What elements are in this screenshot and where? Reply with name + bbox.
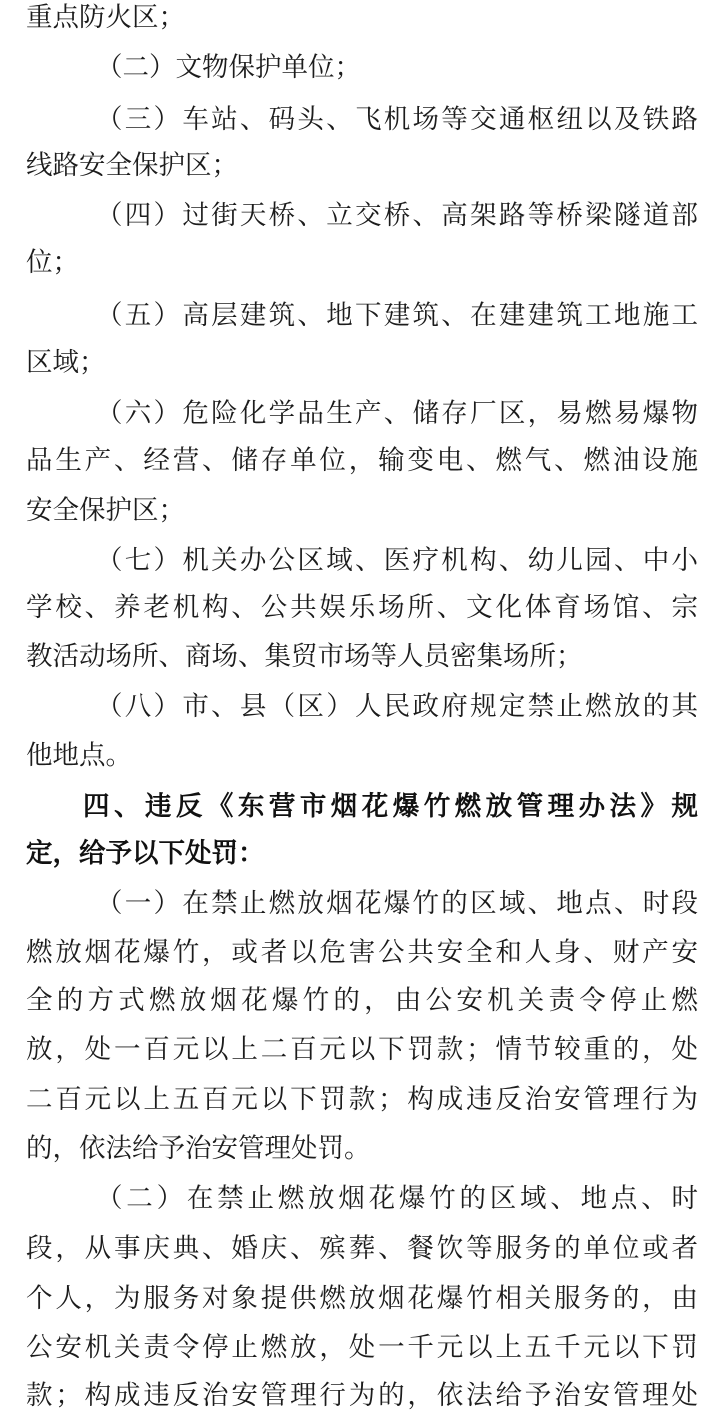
penalty-item-1-line-4: 放，处一百元以上二百元以下罚款；情节较重的，处 [26, 1034, 698, 1065]
zone-item-5-line-2: 区域； [26, 347, 106, 378]
zone-item-6-line-2: 品生产、经营、储存单位，输变电、燃气、燃油设施 [26, 445, 698, 476]
zone-item-7-line-2: 学校、养老机构、公共娱乐场所、文化体育场馆、宗 [26, 592, 698, 623]
penalty-item-2-line-5: 款；构成违反治安管理行为的，依法给予治安管理处 [26, 1380, 698, 1411]
zone-key-fire-area-line-1: 重点防火区； [26, 2, 185, 33]
penalty-item-2-line-3: 个人，为服务对象提供燃放烟花爆竹相关服务的，由 [26, 1283, 698, 1314]
zone-item-2-line-1: （二）文物保护单位； [96, 52, 361, 83]
zone-item-4-line-2: 位； [26, 247, 79, 278]
section-4-heading-line-2: 定，给予以下处罚： [26, 838, 265, 869]
zone-item-4-line-1: （四）过街天桥、立交桥、高架路等桥梁隧道部 [96, 200, 698, 231]
penalty-item-1-line-6: 的，依法给予治安管理处罚。 [26, 1133, 371, 1164]
penalty-item-1-line-5: 二百元以上五百元以下罚款；构成违反治安管理行为 [26, 1084, 698, 1115]
penalty-item-2-line-4: 公安机关责令停止燃放，处一千元以上五千元以下罚 [26, 1332, 698, 1363]
zone-item-3-line-2: 线路安全保护区； [26, 150, 238, 181]
section-4-heading-line-1: 四、违反《东营市烟花爆竹燃放管理办法》规 [83, 791, 698, 822]
penalty-item-2-line-1: （二）在禁止燃放烟花爆竹的区域、地点、时 [96, 1183, 698, 1214]
zone-item-7-line-3: 教活动场所、商场、集贸市场等人员密集场所； [26, 641, 583, 672]
zone-item-3-line-1: （三）车站、码头、飞机场等交通枢纽以及铁路 [96, 104, 698, 135]
zone-item-6-line-3: 安全保护区； [26, 495, 185, 526]
penalty-item-2-line-2: 段，从事庆典、婚庆、殡葬、餐饮等服务的单位或者 [26, 1233, 698, 1264]
zone-item-5-line-1: （五）高层建筑、地下建筑、在建建筑工地施工 [96, 300, 698, 331]
penalty-item-1-line-3: 全的方式燃放烟花爆竹的，由公安机关责令停止燃 [26, 985, 698, 1016]
zone-item-7-line-1: （七）机关办公区域、医疗机构、幼儿园、中小 [96, 545, 698, 576]
zone-item-6-line-1: （六）危险化学品生产、储存厂区，易燃易爆物 [96, 398, 698, 429]
penalty-item-1-line-2: 燃放烟花爆竹，或者以危害公共安全和人身、财产安 [26, 937, 698, 968]
zone-item-8-line-1: （八）市、县（区）人民政府规定禁止燃放的其 [96, 691, 698, 722]
penalty-item-1-line-1: （一）在禁止燃放烟花爆竹的区域、地点、时段 [96, 888, 698, 919]
zone-item-8-line-2: 他地点。 [26, 740, 132, 771]
